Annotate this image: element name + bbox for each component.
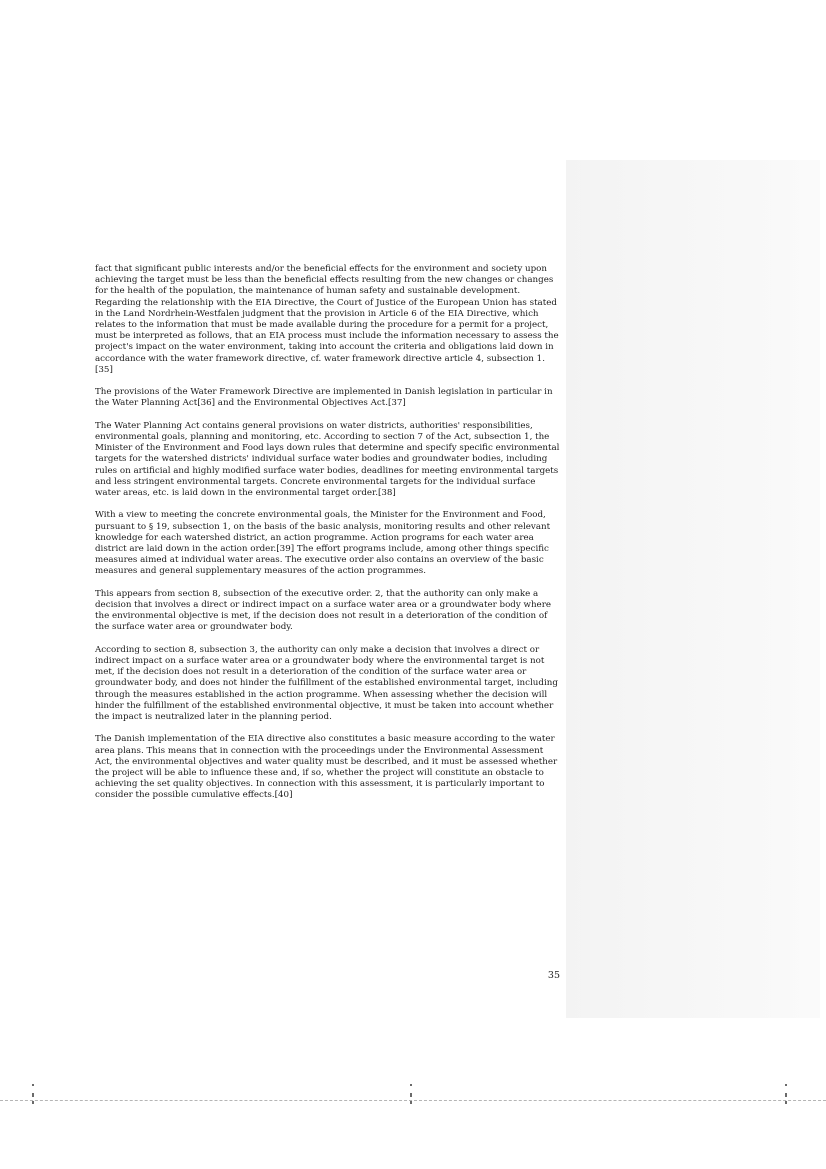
paragraph-eia-relationship: fact that significant public interests and/or the beneficial effects for the environment and society upon achieving the target must be less than the beneficial effects resulting from the new changes or changes for the health of the population, the maintenance of human safety and sustainable development. Regarding the relationship with the EIA Directive, the Court of Justice of the European Union has stated in the Land Nordrhein-Westfalen judgment that the provision in Article 6 of the EIA Directive, which relates to the information that must be made available during the procedure for a permit for a project, must be interpreted as follows, that an EIA process must include the information necessary to assess the project's impact on the water environment, taking into account the criteria and obligations laid down in accordance with the water framework directive, cf. water framework directive article 4, subsection 1.[35] — [95, 264, 559, 375]
paragraph-section-8-subsection-3: According to section 8, subsection 3, the authority can only make a decision that involves a direct or indirect impact on a surface water area or a groundwater body where the environmental target is not met, if the decision does not result in a deterioration of the condition of the surface water area or groundwater body, and does not hinder the fulfillment of the established environmental target, including through the measures established in the action programme. When assessing whether the decision will hinder the fulfillment of the established environmental objective, it must be taken into account whether the impact is neutralized later in the planning period. — [95, 644, 558, 723]
paragraph-action-programmes: With a view to meeting the concrete environmental goals, the Minister for the Environment and Food, pursuant to § 19, subsection 1, on the basis of the basic analysis, monitoring results and other relevant knowledge for each watershed district, an action programme. Action programs for each water area district are laid down in the action order.[39] The effort programs include, among other things specific measures aimed at individual water areas. The executive order also contains an overview of the basic measures and general supplementary measures of the action programmes. — [95, 510, 551, 577]
page-number: 35 — [547, 970, 560, 981]
registration-mark-left — [32, 1084, 34, 1106]
body-text — [95, 264, 561, 813]
scan-shadow — [566, 160, 820, 1018]
registration-mark-center — [410, 1084, 412, 1106]
paragraph-water-planning-act: The Water Planning Act contains general provisions on water districts, authorities' responsibilities, environmental goals, planning and monitoring, etc. According to section 7 of the Act, subsection 1, the Minister of the Environment and Food lays down rules that determine and specify specific environmental targets for the watershed districts' individual surface water bodies and groundwater bodies, including rules on artificial and highly modified surface water bodies, deadlines for meeting environmental targets and less stringent environmental targets. Concrete environmental targets for the individual surface water areas, etc. is laid down in the environmental target order.[38] — [95, 420, 560, 499]
paragraph-danish-eia-implementation: The Danish implementation of the EIA directive also constitutes a basic measure according to the water area plans. This means that in connection with the proceedings under the Environmental Assessment Act, the environmental objectives and water quality must be described, and it must be assessed whether the project will be able to influence these and, if so, whether the project will constitute an obstacle to achieving the set quality objectives. In connection with this assessment, it is particularly important to consider the possible cumulative effects.[40] — [95, 734, 558, 801]
scan-divider-line — [0, 1100, 826, 1101]
registration-mark-right — [785, 1084, 787, 1106]
paragraph-section-8-subsection-2: This appears from section 8, subsection of the executive order. 2, that the authority can only make a decision that involves a direct or indirect impact on a surface water area or a groundwater body where the environmental objective is met, if the decision does not result in a deterioration of the condition of the surface water area or groundwater body. — [95, 588, 551, 633]
paragraph-water-framework-implementation: The provisions of the Water Framework Directive are implemented in Danish legislation in particular in the Water Planning Act[36] and the Environmental Objectives Act.[37] — [95, 387, 553, 409]
